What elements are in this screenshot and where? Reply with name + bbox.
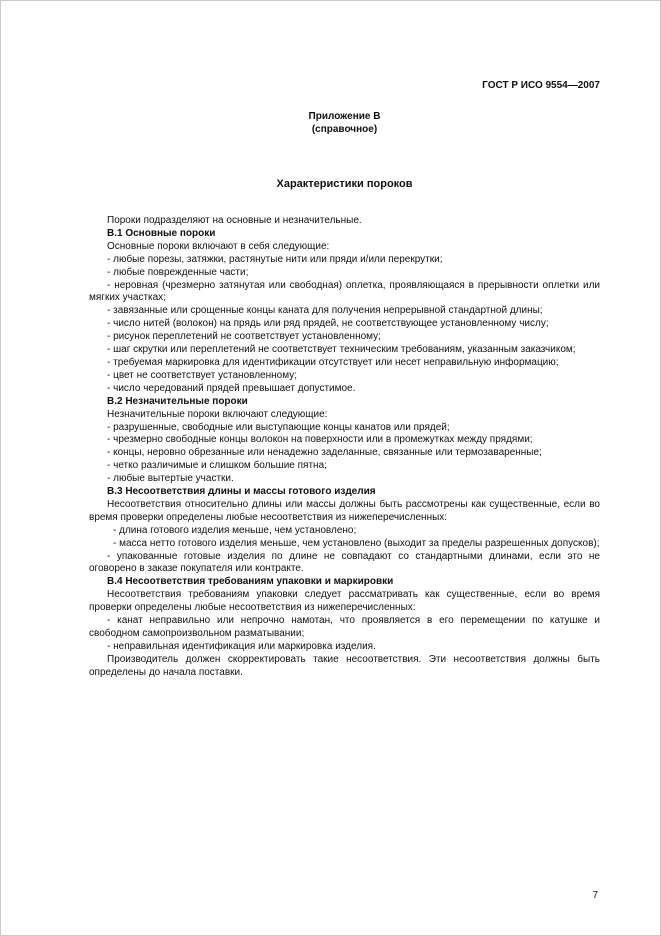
- paragraph: - длина готового изделия меньше, чем установлено;: [113, 524, 357, 536]
- paragraph: - требуемая маркировка для идентификации отсутствует или несет неправильную информацию;: [107, 356, 559, 368]
- paragraph: Несоответствия относительно длины или массы должны быть рассмотрены как существенные, если во время проверки определены любые несоответствия из нижеперечисленных:: [89, 498, 600, 523]
- paragraph: - неправильная идентификация или маркировка изделия.: [107, 640, 376, 652]
- page-number: 7: [592, 890, 598, 901]
- paragraph: - цвет не соответствует установленному;: [107, 369, 297, 381]
- paragraph: - концы, неровно обрезанные или ненадежно заделанные, связанные или термозаваренные;: [107, 447, 542, 459]
- section-heading: В.4 Несоответствия требованиям упаковки и маркировки: [107, 576, 394, 588]
- appendix-label: Приложение В: [308, 111, 381, 122]
- section-title: Характеристики пороков: [276, 178, 413, 190]
- paragraph: Несоответствия требованиям упаковки следует рассматривать как существенные, если во время проверки определены любые несоответствия из нижеперечисленных:: [89, 589, 600, 614]
- document-body: [89, 215, 600, 680]
- paragraph: - канат неправильно или непрочно намотан, что проявляется в его перемещении по катушке и свободном самопроизвольном разматывании;: [89, 615, 600, 639]
- section-heading: В.3 Несоответствия длины и массы готового изделия: [107, 486, 376, 498]
- paragraph: - чрезмерно свободные концы волокон на поверхности или в промежутках между прядями;: [107, 434, 533, 446]
- paragraph: - любые вытертые участки.: [107, 473, 234, 485]
- paragraph: - разрушенные, свободные или выступающие концы канатов или прядей;: [107, 421, 450, 433]
- paragraph: - неровная (чрезмерно затянутая или свободная) оплетка, проявляющаяся в прерывности оплетки или мягких участках;: [89, 279, 600, 304]
- paragraph: Основные пороки включают в себя следующие:: [107, 240, 330, 252]
- section-heading: В.1 Основные пороки: [107, 227, 216, 239]
- paragraph: Незначительные пороки включают следующие:: [107, 408, 328, 420]
- section-heading: В.2 Незначительные пороки: [107, 395, 248, 407]
- paragraph: - упакованные готовые изделия по длине не совпадают со стандартными длинами, если это не оговорено в заказе покупателя или контракте.: [89, 550, 600, 575]
- paragraph: - любые порезы, затяжки, растянутые нити или пряди и/или перекрутки;: [107, 253, 443, 265]
- paragraph: Производитель должен скорректировать такие несоответствия. Эти несоответствия должны быть определены до начала поставки.: [89, 653, 600, 678]
- paragraph: - число чередований прядей превышает допустимое.: [107, 382, 356, 394]
- paragraph: - четко различимые и слишком большие пятна;: [107, 460, 327, 472]
- paragraph: - завязанные или срощенные концы каната для получения непрерывной стандартной длины;: [107, 305, 543, 317]
- appendix-note: (справочное): [311, 124, 378, 135]
- paragraph: - масса нетто готового изделия меньше, чем установлено (выходит за пределы разрешенных допусков);: [113, 537, 600, 549]
- paragraph: Пороки подразделяют на основные и незначительные.: [107, 215, 362, 226]
- paragraph: - любые поврежденные части;: [107, 266, 249, 278]
- doc-number: ГОСТ Р ИСО 9554—2007: [482, 80, 600, 91]
- paragraph: - шаг скрутки или переплетений не соответствует техническим требованиям, указанным заказчиком;: [107, 344, 576, 356]
- paragraph: - число нитей (волокон) на прядь или ряд прядей, не соответствующее установленному числу;: [107, 318, 549, 330]
- paragraph: - рисунок переплетений не соответствует установленному;: [107, 331, 381, 343]
